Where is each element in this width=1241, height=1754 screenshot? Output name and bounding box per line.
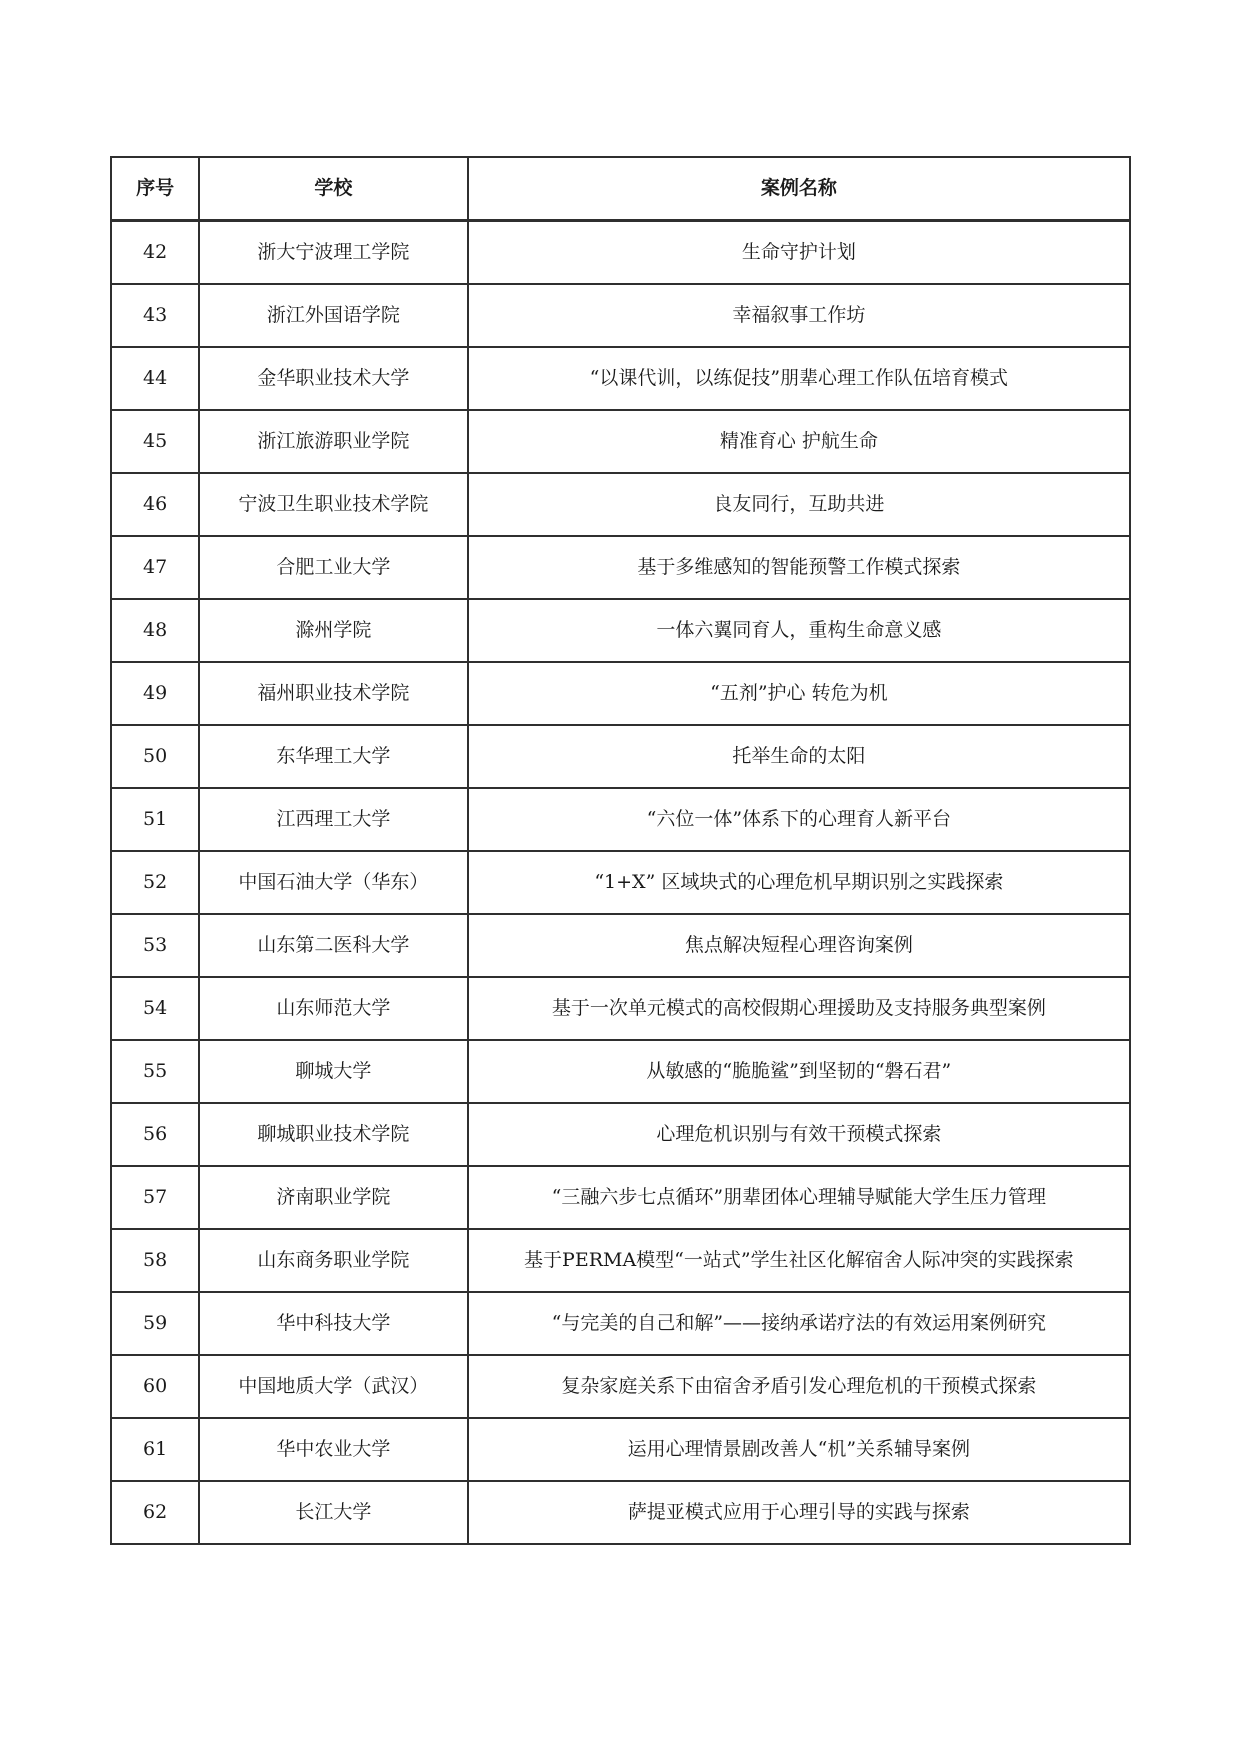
table-row: [111, 851, 1130, 914]
cell-case: “1+X” 区域块式的心理危机早期识别之实践探索: [468, 851, 1130, 914]
cell-school: 长江大学: [199, 1481, 468, 1544]
table-row: [111, 725, 1130, 788]
cell-case: 托举生命的太阳: [468, 725, 1130, 788]
table-header-row: [111, 157, 1130, 221]
cell-no: 46: [111, 473, 199, 536]
cell-no: 49: [111, 662, 199, 725]
cell-school: 滁州学院: [199, 599, 468, 662]
table-row: [111, 788, 1130, 851]
cell-no: 57: [111, 1166, 199, 1229]
cell-school: 华中科技大学: [199, 1292, 468, 1355]
cell-case: 幸福叙事工作坊: [468, 284, 1130, 347]
table-row: [111, 1166, 1130, 1229]
case-table: [110, 156, 1131, 1545]
cell-case: 心理危机识别与有效干预模式探索: [468, 1103, 1130, 1166]
cell-case: 萨提亚模式应用于心理引导的实践与探索: [468, 1481, 1130, 1544]
table-row: [111, 1481, 1130, 1544]
cell-school: 江西理工大学: [199, 788, 468, 851]
table-row: [111, 1355, 1130, 1418]
cell-school: 山东第二医科大学: [199, 914, 468, 977]
cell-school: 中国石油大学（华东）: [199, 851, 468, 914]
cell-case: 焦点解决短程心理咨询案例: [468, 914, 1130, 977]
cell-no: 48: [111, 599, 199, 662]
cell-school: 福州职业技术学院: [199, 662, 468, 725]
cell-no: 51: [111, 788, 199, 851]
table-body: [111, 221, 1130, 1545]
cell-school: 浙江旅游职业学院: [199, 410, 468, 473]
cell-case: 运用心理情景剧改善人“机”关系辅导案例: [468, 1418, 1130, 1481]
cell-case: 精准育心 护航生命: [468, 410, 1130, 473]
cell-school: 聊城职业技术学院: [199, 1103, 468, 1166]
cell-school: 聊城大学: [199, 1040, 468, 1103]
cell-no: 47: [111, 536, 199, 599]
cell-no: 55: [111, 1040, 199, 1103]
table-row: [111, 1229, 1130, 1292]
table-row: [111, 1418, 1130, 1481]
cell-school: 合肥工业大学: [199, 536, 468, 599]
cell-no: 56: [111, 1103, 199, 1166]
table-row: [111, 1040, 1130, 1103]
cell-school: 宁波卫生职业技术学院: [199, 473, 468, 536]
cell-case: 基于一次单元模式的高校假期心理援助及支持服务典型案例: [468, 977, 1130, 1040]
cell-school: 山东师范大学: [199, 977, 468, 1040]
cell-case: “以课代训，以练促技”朋辈心理工作队伍培育模式: [468, 347, 1130, 410]
table-row: [111, 473, 1130, 536]
table-row: [111, 977, 1130, 1040]
cell-no: 62: [111, 1481, 199, 1544]
cell-school: 中国地质大学（武汉）: [199, 1355, 468, 1418]
cell-school: 济南职业学院: [199, 1166, 468, 1229]
cell-school: 浙大宁波理工学院: [199, 221, 468, 285]
cell-school: 山东商务职业学院: [199, 1229, 468, 1292]
cell-case: 从敏感的“脆脆鲨”到坚韧的“磐石君”: [468, 1040, 1130, 1103]
table-row: [111, 1292, 1130, 1355]
table-row: [111, 1103, 1130, 1166]
table-row: [111, 410, 1130, 473]
cell-no: 59: [111, 1292, 199, 1355]
table-row: [111, 347, 1130, 410]
table-row: [111, 914, 1130, 977]
cell-case: 复杂家庭关系下由宿舍矛盾引发心理危机的干预模式探索: [468, 1355, 1130, 1418]
cell-no: 53: [111, 914, 199, 977]
cell-no: 43: [111, 284, 199, 347]
cell-case: 生命守护计划: [468, 221, 1130, 285]
header-cell-case: 案例名称: [468, 157, 1130, 221]
cell-case: “六位一体”体系下的心理育人新平台: [468, 788, 1130, 851]
cell-case: “三融六步七点循环”朋辈团体心理辅导赋能大学生压力管理: [468, 1166, 1130, 1229]
cell-no: 54: [111, 977, 199, 1040]
cell-case: “与完美的自己和解”——接纳承诺疗法的有效运用案例研究: [468, 1292, 1130, 1355]
cell-school: 金华职业技术大学: [199, 347, 468, 410]
table-row: [111, 662, 1130, 725]
table-row: [111, 536, 1130, 599]
cell-school: 浙江外国语学院: [199, 284, 468, 347]
table-row: [111, 599, 1130, 662]
cell-case: 基于PERMA模型“一站式”学生社区化解宿舍人际冲突的实践探索: [468, 1229, 1130, 1292]
cell-no: 45: [111, 410, 199, 473]
cell-school: 东华理工大学: [199, 725, 468, 788]
header-cell-school: 学校: [199, 157, 468, 221]
table-row: [111, 221, 1130, 285]
cell-school: 华中农业大学: [199, 1418, 468, 1481]
cell-no: 50: [111, 725, 199, 788]
cell-no: 44: [111, 347, 199, 410]
cell-no: 60: [111, 1355, 199, 1418]
cell-no: 58: [111, 1229, 199, 1292]
cell-no: 61: [111, 1418, 199, 1481]
header-cell-no: 序号: [111, 157, 199, 221]
cell-case: 基于多维感知的智能预警工作模式探索: [468, 536, 1130, 599]
cell-no: 42: [111, 221, 199, 285]
cell-case: “五剂”护心 转危为机: [468, 662, 1130, 725]
table-row: [111, 284, 1130, 347]
cell-no: 52: [111, 851, 199, 914]
cell-case: 一体六翼同育人，重构生命意义感: [468, 599, 1130, 662]
cell-case: 良友同行，互助共进: [468, 473, 1130, 536]
